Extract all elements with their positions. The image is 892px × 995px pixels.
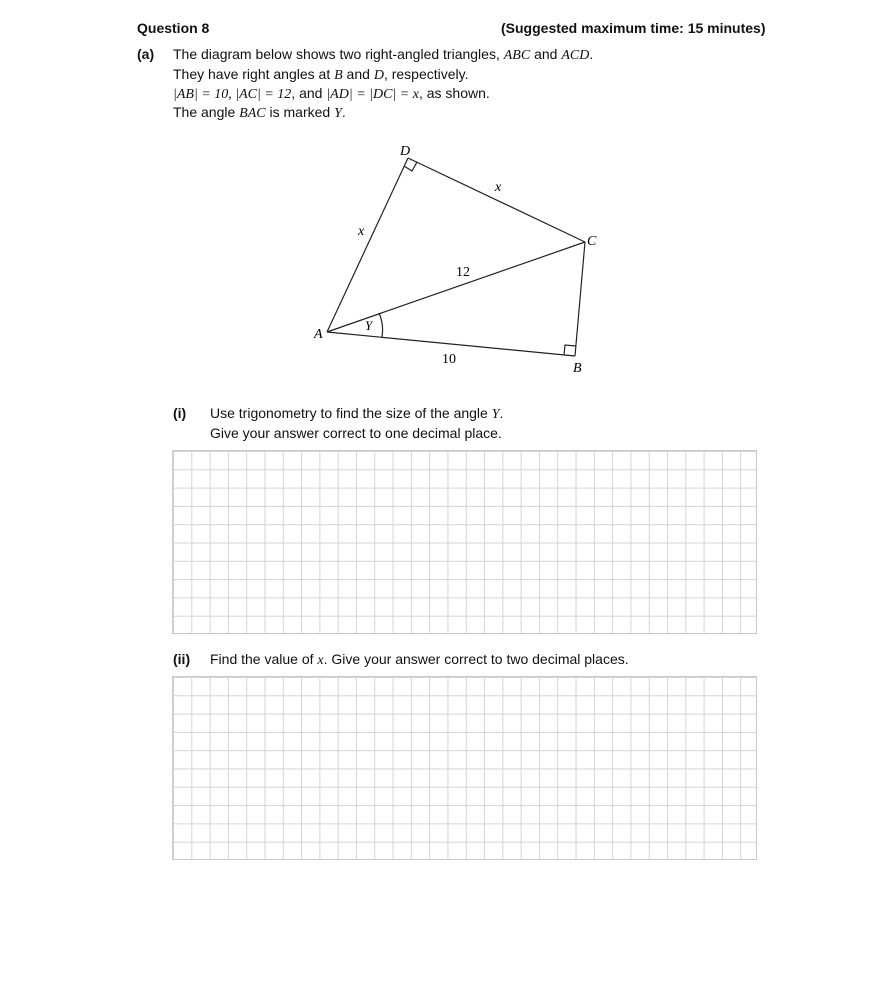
part-i-line-2: Give your answer correct to one decimal place. <box>210 425 502 441</box>
suggested-time: (Suggested maximum time: 15 minutes) <box>501 20 766 36</box>
text: , and <box>291 85 327 101</box>
math: ABC <box>503 48 531 63</box>
text: Use trigonometry to find the size of the angle <box>210 405 492 421</box>
part-ii-line <box>210 651 629 669</box>
text: , as shown. <box>418 85 490 101</box>
math: B <box>334 68 343 83</box>
text: is marked <box>265 104 335 120</box>
text: , respectively. <box>383 66 469 82</box>
triangle-diagram <box>0 0 892 400</box>
side-label-ad: x <box>358 224 365 239</box>
vertex-label-b: B <box>573 361 582 376</box>
text: The angle <box>173 104 240 120</box>
text: . <box>341 104 346 120</box>
right-angle-b-marker <box>564 345 576 355</box>
vertex-label-c: C <box>587 234 597 249</box>
vertex-label-a: A <box>314 327 323 342</box>
angle-label-y: Y <box>365 318 373 333</box>
text: Find the value of <box>210 651 318 667</box>
text: and <box>530 46 562 62</box>
side-cb <box>575 242 585 356</box>
side-label-dc: x <box>495 180 502 195</box>
math: Y <box>491 407 500 422</box>
part-i-line-1 <box>210 405 503 423</box>
math: |AB| = 10, |AC| = 12 <box>173 87 292 102</box>
answer-grid-ii[interactable] <box>172 676 757 860</box>
side-label-ac: 12 <box>456 265 470 280</box>
question-heading: Question 8 <box>137 20 210 36</box>
text: . Give your answer correct to two decimal places. <box>323 651 629 667</box>
text: . <box>589 46 594 62</box>
text: . <box>499 405 504 421</box>
math: BAC <box>239 106 266 121</box>
part-i-label: (i) <box>173 405 187 421</box>
answer-grid-i[interactable] <box>172 450 757 634</box>
part-ii-label: (ii) <box>173 651 191 667</box>
math: D <box>373 68 384 83</box>
angle-y-arc <box>379 313 383 337</box>
text: The diagram below shows two right-angled triangles, <box>173 46 504 62</box>
math: Y <box>334 106 342 121</box>
side-dc <box>408 158 585 242</box>
math: ACD <box>561 48 590 63</box>
side-label-ab: 10 <box>442 352 456 367</box>
math: x <box>317 653 324 668</box>
text: and <box>342 66 374 82</box>
part-a-label: (a) <box>137 46 155 62</box>
side-ad <box>327 158 408 332</box>
text: They have right angles at <box>173 66 335 82</box>
vertex-label-d: D <box>400 144 411 159</box>
math: |AD| = |DC| = x <box>326 87 419 102</box>
